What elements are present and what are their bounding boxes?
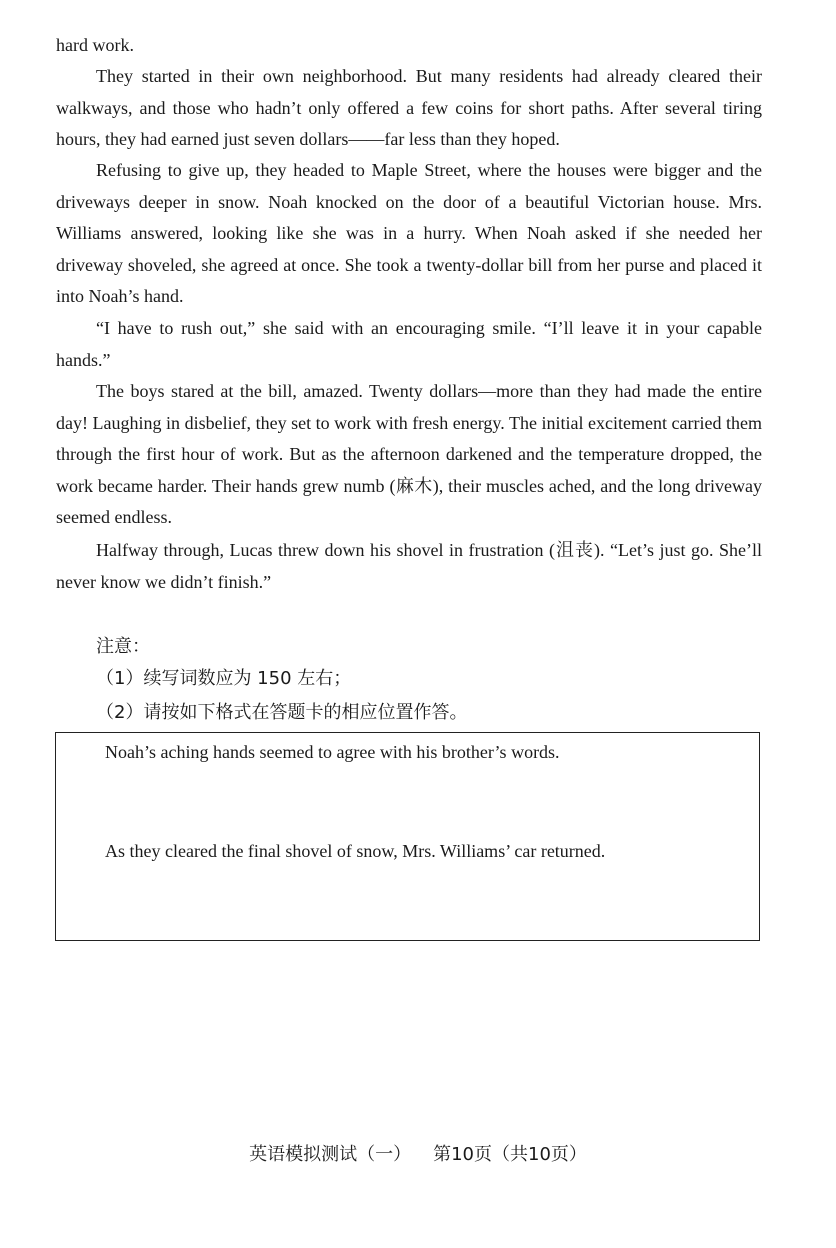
story-paragraph: They started in their own neighborhood. But many residents had already cleared their walkways, and those who hadn’t only offered a few coins for short paths. After several tiring hours, they had earned just seven dollars——far less than they hoped. (56, 66, 762, 149)
notes-title: 注意： (96, 636, 150, 657)
continuation-prompt-2: As they cleared the final shovel of snow, Mrs. Williams’ car returned. (105, 841, 606, 861)
page-number: 第10页（共10页） (433, 1144, 587, 1165)
exam-title: 英语模拟测试（一） (249, 1144, 412, 1165)
answer-format-box (55, 732, 760, 941)
page-footer (0, 1140, 836, 1166)
continuation-prompt-1: Noah’s aching hands seemed to agree with his brother’s words. (105, 742, 560, 762)
story-paragraph: The boys stared at the bill, amazed. Twenty dollars—more than they had made the entire day! Laughing in disbelief, they set to work with fresh energy. The initial excitement carried them through the first hour of work. But as the afternoon darkened and the temperature dropped, the work became harder. Their hands grew numb (麻木), their muscles ached, and the long driveway seemed endless. (56, 381, 762, 527)
story-paragraph: “I have to rush out,” she said with an encouraging smile. “I’ll leave it in your capable hands.” (56, 318, 762, 370)
story-paragraph: Halfway through, Lucas threw down his shovel in frustration (沮丧). “Let’s just go. She’ll never know we didn’t finish.” (56, 540, 762, 592)
story-paragraph: hard work. (56, 35, 134, 55)
note-item-word-count: （1）续写词数应为 150 左右； (96, 668, 352, 689)
note-item-format: （2）请按如下格式在答题卡的相应位置作答。 (96, 702, 468, 723)
story-paragraph: Refusing to give up, they headed to Maple Street, where the houses were bigger and the driveways deeper in snow. Noah knocked on the door of a beautiful Victorian house. Mrs. Williams answered, looking like she was in a hurry. When Noah asked if she needed her driveway shoveled, she agreed at once. She took a twenty-dollar bill from her purse and placed it into Noah’s hand. (56, 160, 762, 306)
